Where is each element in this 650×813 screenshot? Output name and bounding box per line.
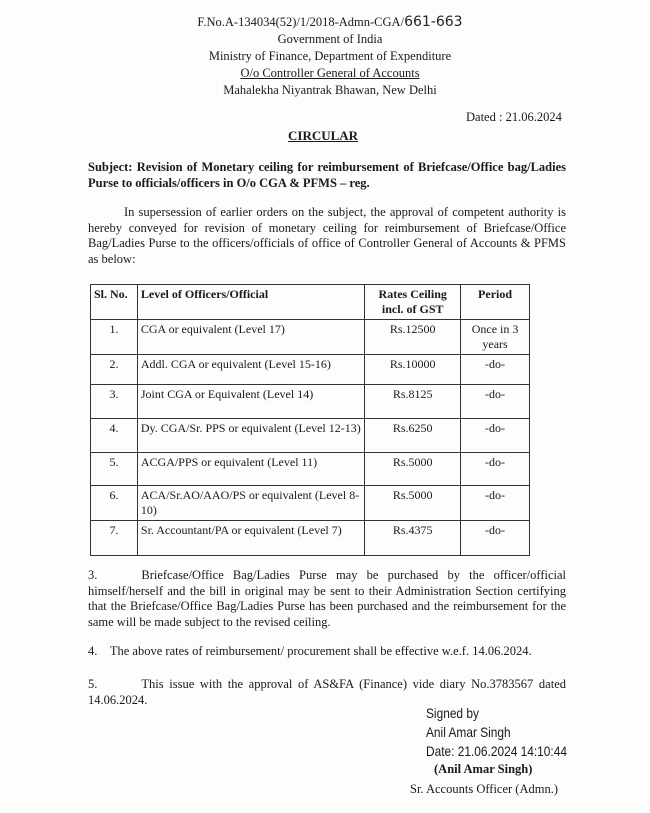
paragraph-4 — [88, 644, 566, 660]
table-row — [91, 355, 530, 385]
period-cell: -do- — [461, 385, 530, 419]
table-row — [91, 453, 530, 486]
file-number: F.No.A-134034(52)/1/2018-Admn-CGA/ — [197, 15, 405, 29]
period-cell: -do- — [461, 453, 530, 486]
sl-no-cell: 5. — [91, 453, 138, 486]
table-row — [91, 521, 530, 556]
signer-name: Anil Amar Singh — [426, 724, 511, 740]
rates-table — [90, 284, 530, 556]
sl-no-cell: 2. — [91, 355, 138, 385]
office-line: O/o Controller General of Accounts — [240, 66, 420, 80]
sl-no-cell: 4. — [91, 419, 138, 453]
para-number: 5. — [88, 677, 98, 691]
col-header: Period — [461, 285, 530, 320]
rate-cell: Rs.10000 — [365, 355, 461, 385]
rate-cell: Rs.4375 — [365, 521, 461, 556]
sl-no-cell: 1. — [91, 320, 138, 355]
rate-cell: Rs.12500 — [365, 320, 461, 355]
para-text: The above rates of reimbursement/ procurement shall be effective w.e.f. 14.06.2024. — [109, 644, 532, 658]
period-cell: -do- — [461, 521, 530, 556]
intro-paragraph: In supersession of earlier orders on the subject, the approval of competent authority is hereby conveyed for revision of monetary ceiling for reimbursement of Briefcase/Office Bag/Ladies Purse to the officers/officials of office of Controller General of Accounts & PFMS as below: — [88, 205, 566, 266]
para-text: Briefcase/Office Bag/Ladies Purse may be purchased by the officer/official himself/herself and the bill in original may be sent to their Administration Section certifying that the Briefcase/Office Bag/Ladies Purse has been purchased and the reimbursement for the same will be made subject to the revised ceiling. — [88, 568, 566, 629]
signer-name-stamp: (Anil Amar Singh) — [434, 762, 533, 776]
level-cell: CGA or equivalent (Level 17) — [137, 320, 364, 355]
col-header: Level of Officers/Official — [137, 285, 364, 320]
period-cell: Once in 3 years — [461, 320, 530, 355]
sl-no-cell: 6. — [91, 486, 138, 521]
rate-cell: Rs.6250 — [365, 419, 461, 453]
page-title: CIRCULAR — [288, 128, 359, 143]
table-row — [91, 486, 530, 521]
sl-no-cell: 7. — [91, 521, 138, 556]
sl-no-cell: 3. — [91, 385, 138, 419]
rate-cell: Rs.5000 — [365, 453, 461, 486]
date-line: Dated : 21.06.2024 — [466, 110, 562, 124]
handwritten-number: 661-663 — [404, 14, 463, 30]
table-row — [91, 385, 530, 419]
subject: Subject: Revision of Monetary ceiling for reimbursement of Briefcase/Office bag/Ladies Purse to officials/officers in O/o CGA & PFMS – reg. — [88, 160, 566, 190]
col-header: Rates Ceiling incl. of GST — [365, 285, 461, 320]
rate-cell: Rs.5000 — [365, 486, 461, 521]
period-cell: -do- — [461, 355, 530, 385]
table-row — [91, 320, 530, 355]
address-line: Mahalekha Niyantrak Bhawan, New Delhi — [223, 83, 437, 97]
table-row — [91, 419, 530, 453]
signature-date: Date: 21.06.2024 14:10:44 — [426, 743, 567, 759]
signature-block — [426, 704, 592, 778]
para-number: 3. — [88, 568, 98, 582]
level-cell: Joint CGA or Equivalent (Level 14) — [137, 385, 364, 419]
period-cell: -do- — [461, 486, 530, 521]
ministry-line: Ministry of Finance, Department of Expenditure — [208, 49, 452, 63]
govt-line: Government of India — [277, 32, 383, 46]
paragraph-3 — [88, 568, 566, 630]
signed-by: Signed by — [426, 705, 479, 721]
letterhead — [150, 14, 510, 99]
level-cell: Dy. CGA/Sr. PPS or equivalent (Level 12-13) — [137, 419, 364, 453]
level-cell: ACA/Sr.AO/AAO/PS or equivalent (Level 8-10) — [137, 486, 364, 521]
para-number: 4. — [88, 644, 98, 658]
col-header: Sl. No. — [91, 285, 138, 320]
level-cell: Sr. Accountant/PA or equivalent (Level 7) — [137, 521, 364, 556]
designation: Sr. Accounts Officer (Admn.) — [410, 782, 559, 796]
level-cell: ACGA/PPS or equivalent (Level 11) — [137, 453, 364, 486]
para-text: This issue with the approval of AS&FA (Finance) vide diary No.3783567 dated 14.06.2024. — [88, 677, 566, 707]
level-cell: Addl. CGA or equivalent (Level 15-16) — [137, 355, 364, 385]
period-cell: -do- — [461, 419, 530, 453]
table-header-row — [91, 285, 530, 320]
rate-cell: Rs.8125 — [365, 385, 461, 419]
